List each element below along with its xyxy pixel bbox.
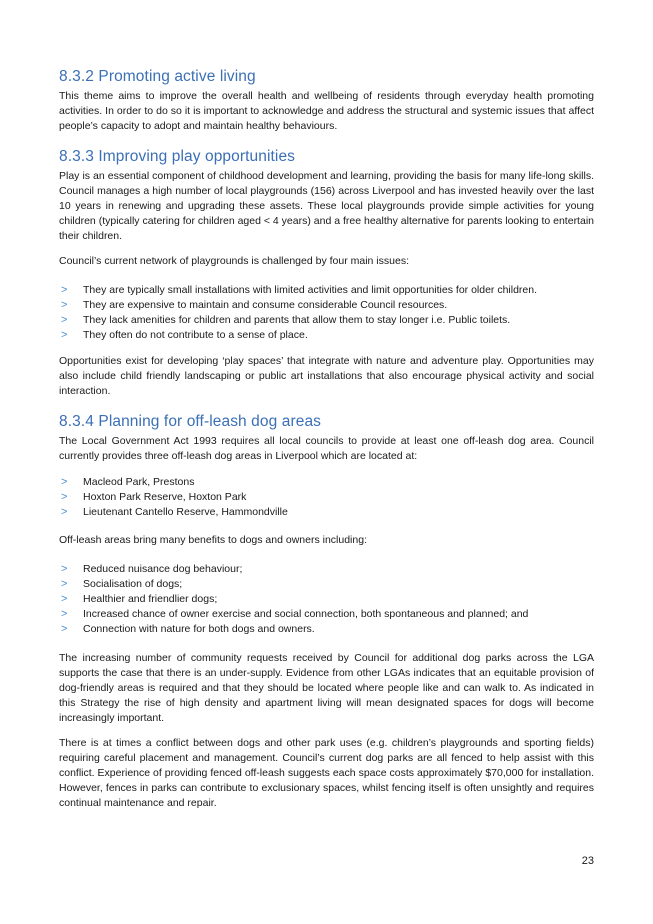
paragraph: The increasing number of community requests received by Council for additional dog parks across the LGA supports the case that there is an under-supply. Evidence from other LGAs indicates that an equitable provision of dog-friendly areas is required and that they should be located where people like and can walk to. As indicated in this Strategy the rise of high density and apartment living will mean designated spaces for dogs will become increasingly important.: [59, 652, 594, 724]
chevron-right-icon: >: [61, 578, 68, 590]
chevron-right-icon: >: [61, 476, 68, 488]
bullet-list-benefits: [59, 562, 594, 637]
list-item: > Macleod Park, Prestons: [61, 476, 195, 488]
list-item: > They are expensive to maintain and consume considerable Council resources.: [61, 299, 448, 311]
chevron-right-icon: >: [61, 623, 68, 635]
chevron-right-icon: >: [61, 284, 68, 296]
section-heading: 8.3.4 Planning for off-leash dog areas: [59, 413, 322, 430]
list-item: > Socialisation of dogs;: [61, 578, 183, 590]
bullet-list-dog-areas: [59, 475, 594, 520]
chevron-right-icon: >: [61, 491, 68, 503]
chevron-right-icon: >: [61, 593, 68, 605]
list-item: > They are typically small installations with limited activities and limit opportunities for older children.: [61, 284, 538, 296]
chevron-right-icon: >: [61, 506, 68, 518]
page-number: 23: [581, 855, 594, 867]
chevron-right-icon: >: [61, 299, 68, 311]
list-item: > Reduced nuisance dog behaviour;: [61, 563, 243, 575]
list-item: > Hoxton Park Reserve, Hoxton Park: [61, 491, 247, 503]
list-item: > They often do not contribute to a sense of place.: [61, 329, 308, 341]
paragraph: The Local Government Act 1993 requires all local councils to provide at least one off-leash dog area. Council currently provides three off-leash dog areas in Liverpool which are located at:: [59, 435, 594, 462]
paragraph: This theme aims to improve the overall health and wellbeing of residents through everyday health promoting activities. In order to do so it is important to acknowledge and address the structural and systemic issues that affect people’s capacity to adopt and maintain healthy behaviours.: [59, 90, 594, 132]
section-off-leash-dog-areas: [59, 413, 594, 811]
chevron-right-icon: >: [61, 563, 68, 575]
section-promoting-active-living: [59, 68, 594, 134]
paragraph: There is at times a conflict between dogs and other park uses (e.g. children’s playgrounds and sporting fields) requiring careful placement and management. Council’s current dog parks are all fenced to help assist with this conflict. Experience of providing fenced off-leash suggests each space costs approximately $70,000 for installation. However, fences in parks can contribute to exclusionary spaces, whilst fencing itself is often unsightly and requires continual maintenance and repair.: [59, 737, 594, 809]
paragraph: Opportunities exist for developing ‘play spaces’ that integrate with nature and adventure play. Opportunities may also include child friendly landscaping or public art installations that also encourage physical activity and social interaction.: [59, 355, 594, 397]
list-item: > Healthier and friendlier dogs;: [61, 593, 218, 605]
chevron-right-icon: >: [61, 608, 68, 620]
paragraph: Off-leash areas bring many benefits to dogs and owners including:: [59, 534, 367, 546]
paragraph: Council’s current network of playgrounds is challenged by four main issues:: [59, 255, 409, 267]
bullet-list: [59, 283, 594, 343]
section-improving-play-opportunities: [59, 148, 594, 399]
list-item: > Increased chance of owner exercise and social connection, both spontaneous and planned; and: [61, 608, 529, 620]
list-item: > They lack amenities for children and parents that allow them to stay longer i.e. Public toilets.: [61, 314, 511, 326]
chevron-right-icon: >: [61, 314, 68, 326]
list-item: > Connection with nature for both dogs and owners.: [61, 623, 315, 635]
chevron-right-icon: >: [61, 329, 68, 341]
list-item: > Lieutenant Cantello Reserve, Hammondville: [61, 506, 288, 518]
section-heading: 8.3.2 Promoting active living: [59, 68, 256, 85]
section-heading: 8.3.3 Improving play opportunities: [59, 148, 296, 165]
paragraph: Play is an essential component of childhood development and learning, providing the basis for many life-long skills. Council manages a high number of local playgrounds (156) across Liverpool and has invested heavily over the last 10 years in renewing and upgrading these assets. These local playgrounds provide simple activities for young children (typically catering for children aged < 4 years) and a free healthy alternative for parents looking to entertain their children.: [59, 170, 594, 242]
